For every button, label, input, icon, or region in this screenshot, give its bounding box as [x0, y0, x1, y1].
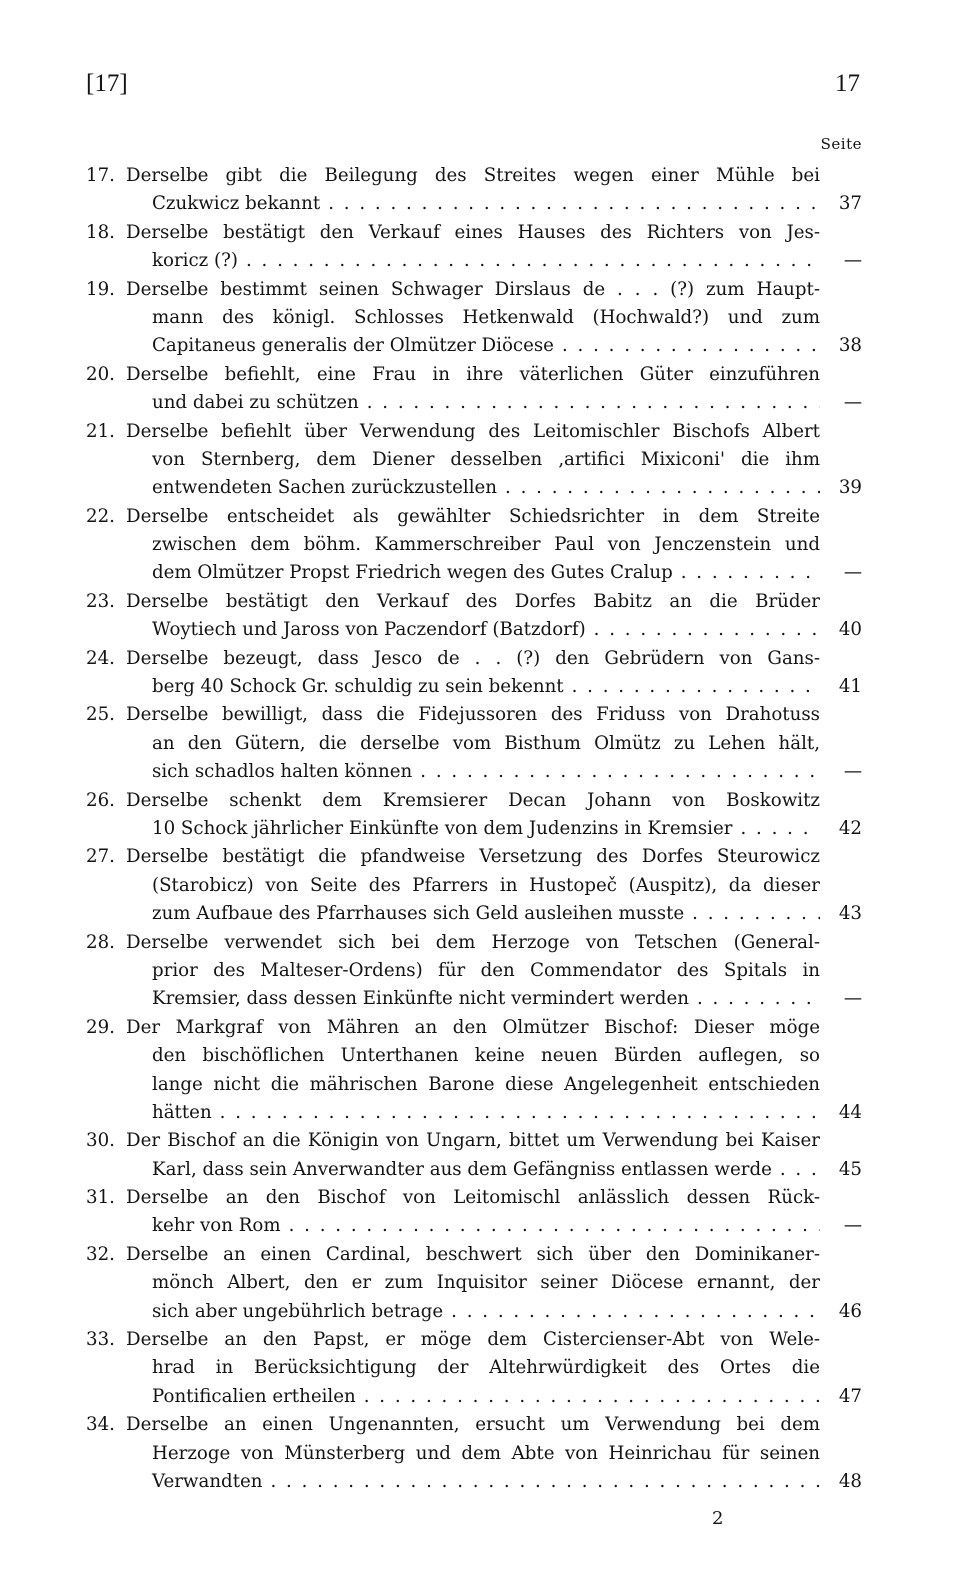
page-reference: 43: [838, 903, 862, 925]
toc-entry-line: [86, 1156, 862, 1184]
entry-text: Derselbe befiehlt, eine Frau in ihre väterlichen Güter einzuführen: [126, 363, 820, 385]
entry-text: berg 40 Schock Gr. schuldig zu sein bekennt: [152, 676, 564, 698]
dot-leader: [451, 1298, 820, 1326]
toc-entry-line: [86, 304, 862, 332]
entry-text: (Starobicz) von Seite des Pfarrers in Hustopeč (Auspitz), da dieser: [152, 874, 820, 896]
entry-text: Derselbe an den Bischof von Leitomischl anlässlich dessen Rück-: [126, 1187, 820, 1209]
toc-entry-line: [86, 645, 862, 673]
toc-entry: [86, 1014, 862, 1128]
toc-entry: [86, 645, 862, 702]
toc-entry-line: [86, 531, 862, 559]
entry-number: 33.: [86, 1329, 115, 1351]
table-of-contents: [86, 162, 862, 1496]
dot-leader: [697, 985, 820, 1013]
entry-text: Pontificalien ertheilen: [152, 1385, 356, 1407]
page-reference: —: [843, 392, 862, 414]
toc-entry-line: [86, 787, 862, 815]
toc-entry: [86, 361, 862, 418]
dot-leader: [594, 616, 820, 644]
toc-entry-line: [86, 474, 862, 502]
entry-number: 20.: [86, 363, 115, 385]
entry-text: Der Bischof an die Königin von Ungarn, bittet um Verwendung bei Kaiser: [126, 1130, 820, 1152]
toc-entry: [86, 1127, 862, 1184]
toc-entry-line: [86, 1468, 862, 1496]
toc-entry-line: [86, 559, 862, 587]
entry-text: kehr von Rom: [152, 1215, 281, 1237]
toc-entry: [86, 588, 862, 645]
dot-leader: [692, 900, 820, 928]
entry-text: Derselbe an einen Cardinal, beschwert sich über den Dominikaner-: [126, 1243, 820, 1265]
entry-text: Derselbe gibt die Beilegung des Streites wegen einer Mühle bei: [126, 165, 820, 186]
toc-entry: [86, 1326, 862, 1411]
entry-text: entwendeten Sachen zurückzustellen: [152, 477, 497, 499]
entry-text: Derselbe bewilligt, dass die Fidejussoren des Friduss von Drahotuss: [126, 704, 820, 726]
entry-number: 24.: [86, 647, 115, 669]
toc-entry-line: [86, 758, 862, 786]
entry-text: Derselbe bezeugt, dass Jesco de . . (?) den Gebrüdern von Gans-: [126, 647, 820, 669]
toc-entry-line: [86, 1127, 862, 1155]
toc-entry-line: [86, 900, 862, 928]
seite-column-label: Seite: [820, 135, 862, 153]
toc-entry-line: [86, 503, 862, 531]
entry-text: Derselbe entscheidet als gewählter Schiedsrichter in dem Streite: [126, 505, 820, 527]
entry-text: mönch Albert, den er zum Inquisitor seiner Diöcese ernannt, der: [152, 1272, 820, 1294]
toc-entry: [86, 276, 862, 361]
dot-leader: [328, 190, 820, 218]
dot-leader: [364, 1383, 820, 1411]
entry-text: Capitaneus generalis der Olmützer Diöcese: [152, 335, 554, 357]
page-reference: 46: [838, 1300, 862, 1322]
entry-text: Derselbe bestätigt den Verkauf eines Hauses des Richters von Jes-: [126, 221, 820, 243]
entry-text: Derselbe befiehlt über Verwendung des Leitomischler Bischofs Albert: [126, 420, 820, 442]
toc-entry-line: [86, 957, 862, 985]
entry-text: dem Olmützer Propst Friedrich wegen des Gutes Cralup: [152, 562, 673, 584]
toc-entry-line: [86, 276, 862, 304]
dot-leader: [681, 559, 820, 587]
dot-leader: [246, 247, 820, 275]
entry-number: 28.: [86, 931, 115, 953]
dot-leader: [572, 673, 820, 701]
entry-text: Herzoge von Münsterberg und dem Abte von Heinrichau für seinen: [152, 1442, 820, 1464]
entry-number: 17.: [86, 165, 115, 186]
dot-leader: [289, 1212, 820, 1240]
entry-text: prior des Malteser-Ordens) für den Commendator des Spitals in: [152, 959, 820, 981]
entry-number: 23.: [86, 590, 115, 612]
entry-text: hrad in Berücksichtigung der Altehrwürdigkeit des Ortes die: [152, 1357, 820, 1379]
toc-entry-line: [86, 418, 862, 446]
entry-text: Verwandten: [152, 1470, 263, 1492]
entry-text: an den Gütern, die derselbe vom Bisthum Olmütz zu Lehen hält,: [152, 732, 820, 754]
toc-entry-line: [86, 389, 862, 417]
page-reference: 41: [838, 676, 862, 698]
page-reference: 48: [838, 1470, 862, 1492]
toc-entry-line: [86, 1326, 862, 1354]
toc-entry-line: [86, 361, 862, 389]
toc-entry-line: [86, 162, 862, 190]
dot-leader: [780, 1156, 820, 1184]
entry-number: 31.: [86, 1187, 115, 1209]
toc-entry-line: [86, 985, 862, 1013]
dot-leader: [270, 1468, 820, 1496]
toc-entry: [86, 787, 862, 844]
entry-text: sich schadlos halten können: [152, 761, 413, 783]
toc-entry-line: [86, 1071, 862, 1099]
entry-text: Woytiech und Jaross von Paczendorf (Batzdorf): [152, 619, 586, 641]
toc-entry-line: [86, 1241, 862, 1269]
toc-entry: [86, 1411, 862, 1496]
toc-entry-line: [86, 588, 862, 616]
entry-number: 26.: [86, 789, 115, 811]
page-reference: 42: [838, 817, 862, 839]
toc-entry-line: [86, 332, 862, 360]
toc-entry: [86, 162, 862, 219]
signature-mark: 2: [712, 1508, 724, 1529]
entry-number: 25.: [86, 704, 115, 726]
page-reference: —: [843, 562, 862, 584]
toc-entry-line: [86, 1042, 862, 1070]
entry-text: Derselbe an den Papst, er möge dem Cistercienser-Abt von Wele-: [126, 1329, 820, 1351]
page-reference: 39: [838, 477, 862, 499]
toc-entry-line: [86, 219, 862, 247]
toc-entry-line: [86, 701, 862, 729]
toc-entry-line: [86, 190, 862, 218]
page-reference: 38: [838, 335, 862, 357]
page-reference: —: [843, 1215, 862, 1237]
page-reference: —: [843, 761, 862, 783]
entry-number: 32.: [86, 1243, 115, 1265]
dot-leader: [740, 815, 820, 843]
entry-text: Derselbe schenkt dem Kremsierer Decan Johann von Boskowitz: [126, 789, 820, 811]
toc-entry-line: [86, 1269, 862, 1297]
page-reference: —: [843, 250, 862, 272]
toc-entry-line: [86, 1099, 862, 1127]
toc-entry-line: [86, 730, 862, 758]
entry-text: Kremsier, dass dessen Einkünfte nicht vermindert werden: [152, 988, 689, 1010]
entry-text: sich aber ungebührlich betrage: [152, 1300, 444, 1322]
entry-text: den bischöflichen Unterthanen keine neuen Bürden auflegen, so: [152, 1045, 820, 1067]
entry-number: 19.: [86, 278, 115, 300]
entry-text: mann des königl. Schlosses Hetkenwald (Hochwald?) und zum: [152, 306, 820, 328]
page-reference: 45: [838, 1158, 862, 1180]
entry-number: 30.: [86, 1130, 115, 1152]
entry-text: Derselbe bestätigt den Verkauf des Dorfes Babitz an die Brüder: [126, 590, 820, 612]
toc-entry-line: [86, 247, 862, 275]
entry-text: koricz (?): [152, 250, 238, 272]
entry-number: 34.: [86, 1414, 115, 1436]
dot-leader: [505, 474, 820, 502]
toc-entry-line: [86, 1440, 862, 1468]
page-reference: 47: [838, 1385, 862, 1407]
toc-entry: [86, 219, 862, 276]
toc-entry-line: [86, 843, 862, 871]
toc-entry-line: [86, 1298, 862, 1326]
entry-text: von Sternberg, dem Diener desselben ‚artifici Mixiconi' die ihm: [152, 448, 820, 470]
dot-leader: [220, 1099, 820, 1127]
entry-text: 10 Schock jährlicher Einkünfte von dem Judenzins in Kremsier: [152, 817, 733, 839]
entry-text: Karl, dass sein Anverwandter aus dem Gefängniss entlassen werde: [152, 1158, 772, 1180]
toc-entry-line: [86, 1354, 862, 1382]
dot-leader: [367, 389, 820, 417]
toc-entry: [86, 1184, 862, 1241]
entry-text: Derselbe an einen Ungenannten, ersucht um Verwendung bei dem: [126, 1414, 820, 1436]
entry-text: lange nicht die mährischen Barone diese Angelegenheit entschieden: [152, 1073, 820, 1095]
page-reference: 37: [838, 193, 862, 215]
toc-entry-line: [86, 815, 862, 843]
page-reference: —: [843, 988, 862, 1010]
entry-text: Derselbe bestimmt seinen Schwager Dirslaus de . . . (?) zum Haupt-: [126, 278, 820, 300]
toc-entry-line: [86, 872, 862, 900]
entry-text: zwischen dem böhm. Kammerschreiber Paul von Jenczenstein und: [152, 534, 820, 556]
entry-text: und dabei zu schützen: [152, 392, 359, 414]
entry-number: 29.: [86, 1016, 115, 1038]
toc-entry-line: [86, 1184, 862, 1212]
entry-number: 21.: [86, 420, 115, 442]
toc-entry: [86, 1241, 862, 1326]
toc-entry: [86, 418, 862, 503]
entry-text: Czukwicz bekannt: [152, 193, 321, 215]
toc-entry-line: [86, 929, 862, 957]
entry-text: Derselbe verwendet sich bei dem Herzoge von Tetschen (General-: [126, 931, 820, 953]
entry-number: 18.: [86, 221, 115, 243]
toc-entry: [86, 701, 862, 786]
toc-entry-line: [86, 1014, 862, 1042]
dot-leader: [562, 332, 820, 360]
toc-entry-line: [86, 1212, 862, 1240]
toc-entry-line: [86, 616, 862, 644]
entry-text: Der Markgraf von Mähren an den Olmützer Bischof: Dieser möge: [126, 1016, 820, 1038]
toc-entry-line: [86, 673, 862, 701]
header-bracket-page-number: [17]: [86, 70, 128, 97]
toc-entry-line: [86, 1411, 862, 1439]
dot-leader: [420, 758, 820, 786]
page-reference: 44: [838, 1101, 862, 1123]
entry-number: 22.: [86, 505, 115, 527]
toc-entry: [86, 929, 862, 1014]
header-page-number: 17: [835, 70, 860, 97]
entry-text: hätten: [152, 1101, 212, 1123]
toc-entry-line: [86, 1383, 862, 1411]
toc-entry: [86, 503, 862, 588]
toc-entry: [86, 843, 862, 928]
toc-entry-line: [86, 446, 862, 474]
entry-text: zum Aufbaue des Pfarrhauses sich Geld ausleihen musste: [152, 903, 685, 925]
entry-text: Derselbe bestätigt die pfandweise Versetzung des Dorfes Steurowicz: [126, 846, 820, 868]
entry-number: 27.: [86, 846, 115, 868]
page-reference: 40: [838, 619, 862, 641]
